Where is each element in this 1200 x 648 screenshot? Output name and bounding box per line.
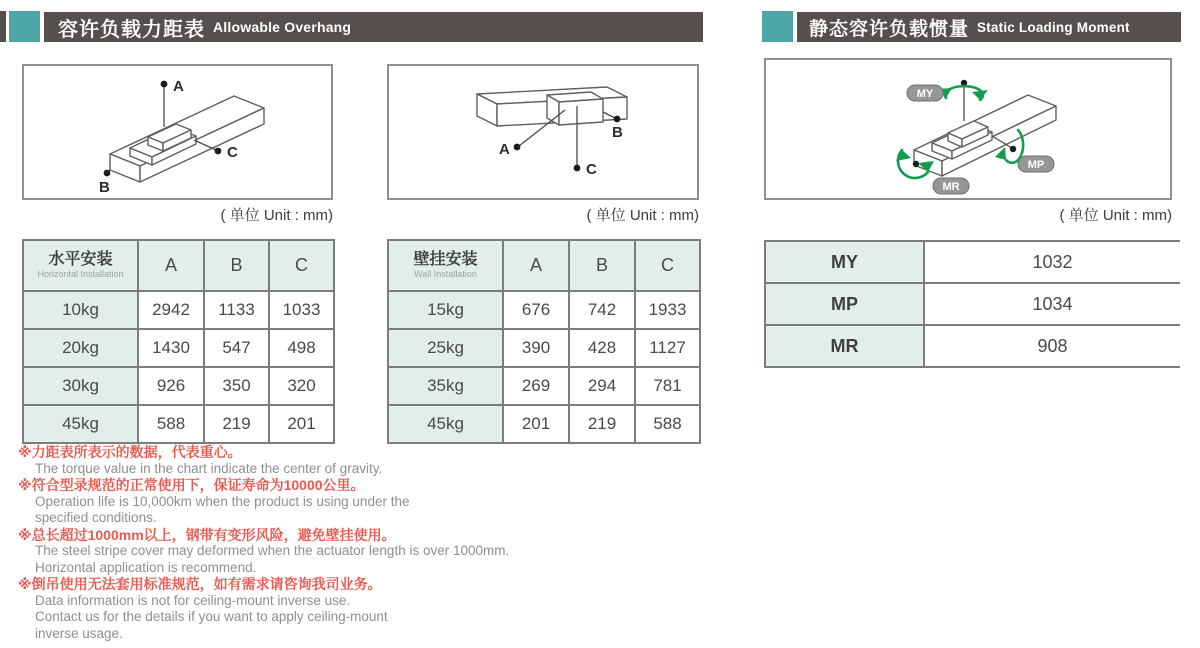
footnote-en: Data information is not for ceiling-mount inverse use. bbox=[35, 592, 351, 608]
value-cell: 588 bbox=[635, 405, 700, 443]
value-cell: 2942 bbox=[138, 291, 204, 329]
value-cell: 390 bbox=[503, 329, 569, 367]
load-cell: 20kg bbox=[23, 329, 138, 367]
footnote-zh: ※力距表所表示的数据，代表重心。 bbox=[18, 444, 242, 460]
footnote-en: The torque value in the chart indicate the center of gravity. bbox=[35, 460, 383, 476]
point-b-dot bbox=[614, 116, 621, 123]
my-badge bbox=[907, 85, 943, 101]
point-c-label: C bbox=[586, 161, 597, 178]
value-cell: 219 bbox=[569, 405, 635, 443]
mr-axis-dot bbox=[913, 161, 919, 167]
moment-label-cell: MY bbox=[765, 241, 924, 283]
wall-installation-table bbox=[387, 239, 701, 444]
right-section-title-en: Static Loading Moment bbox=[977, 19, 1130, 35]
unit-label: ( 单位 Unit : mm) bbox=[586, 207, 699, 224]
actuator-isometric-drawing bbox=[24, 66, 331, 198]
value-cell: 1127 bbox=[635, 329, 700, 367]
my-badge-label: MY bbox=[916, 88, 934, 100]
value-cell: 498 bbox=[269, 329, 334, 367]
horizontal-installation-table bbox=[22, 239, 335, 444]
value-cell: 588 bbox=[138, 405, 204, 443]
mr-badge bbox=[933, 178, 969, 194]
value-cell: 926 bbox=[138, 367, 204, 405]
value-cell: 547 bbox=[204, 329, 269, 367]
point-c-dot bbox=[215, 148, 222, 155]
footnote-en: The steel stripe cover may deformed when the actuator length is over 1000mm. bbox=[35, 543, 510, 558]
load-cell: 45kg bbox=[23, 405, 138, 443]
column-header-c: C bbox=[269, 240, 334, 291]
install-type-en: Horizontal Installation bbox=[37, 269, 124, 279]
footnotes bbox=[18, 444, 738, 642]
point-a-dot bbox=[161, 81, 168, 88]
left-section-title-en: Allowable Overhang bbox=[213, 19, 352, 35]
moment-value-cell: 908 bbox=[924, 325, 1180, 367]
value-cell: 1933 bbox=[635, 291, 700, 329]
value-cell: 676 bbox=[503, 291, 569, 329]
table-row bbox=[765, 283, 1180, 325]
static-moment-diagram bbox=[764, 58, 1172, 200]
column-header-a: A bbox=[503, 240, 569, 291]
load-cell: 25kg bbox=[388, 329, 503, 367]
footnote-zh: ※符合型录规范的正常使用下，保证寿命为10000公里。 bbox=[18, 477, 365, 493]
table-row bbox=[23, 405, 334, 443]
table-row bbox=[388, 405, 700, 443]
table-row bbox=[388, 367, 700, 405]
table-row bbox=[23, 329, 334, 367]
install-type-header bbox=[388, 240, 503, 291]
table-row bbox=[23, 291, 334, 329]
load-cell: 30kg bbox=[23, 367, 138, 405]
value-cell: 201 bbox=[503, 405, 569, 443]
footnote-en: inverse usage. bbox=[35, 625, 123, 641]
value-cell: 294 bbox=[569, 367, 635, 405]
value-cell: 350 bbox=[204, 367, 269, 405]
unit-label: ( 单位 Unit : mm) bbox=[1059, 207, 1172, 224]
left-section-title-zh: 容许负载力距表 bbox=[58, 18, 205, 41]
point-b-dot bbox=[104, 170, 111, 177]
install-type-zh: 水平安装 bbox=[48, 251, 113, 268]
moment-value-cell: 1034 bbox=[924, 283, 1180, 325]
value-cell: 1133 bbox=[204, 291, 269, 329]
horizontal-installation-diagram bbox=[22, 64, 333, 200]
column-header-c: C bbox=[635, 240, 700, 291]
footnote-en: Contact us for the details if you want to apply ceiling-mount bbox=[35, 609, 388, 624]
load-cell: 35kg bbox=[388, 367, 503, 405]
left-header-edge-strip bbox=[0, 11, 6, 42]
mp-axis-dot bbox=[1010, 146, 1016, 152]
mr-badge-label: MR bbox=[942, 181, 960, 193]
point-b-label: B bbox=[612, 124, 623, 141]
value-cell: 428 bbox=[569, 329, 635, 367]
wall-installation-diagram bbox=[387, 64, 699, 200]
value-cell: 201 bbox=[269, 405, 334, 443]
table-row bbox=[765, 241, 1180, 283]
install-type-zh: 壁挂安装 bbox=[413, 251, 478, 268]
column-header-b: B bbox=[204, 240, 269, 291]
install-type-header bbox=[23, 240, 138, 291]
load-cell: 15kg bbox=[388, 291, 503, 329]
value-cell: 269 bbox=[503, 367, 569, 405]
point-c-label: C bbox=[227, 144, 238, 161]
mp-badge-label: MP bbox=[1027, 159, 1045, 171]
moment-value-cell: 1032 bbox=[924, 241, 1180, 283]
value-cell: 1033 bbox=[269, 291, 334, 329]
point-a-label: A bbox=[173, 78, 184, 95]
actuator-wall-drawing bbox=[389, 66, 697, 198]
value-cell: 320 bbox=[269, 367, 334, 405]
right-section-title-zh: 静态容许负载惯量 bbox=[809, 18, 970, 40]
left-header-accent-square bbox=[9, 11, 40, 42]
column-header-b: B bbox=[569, 240, 635, 291]
footnote-en: specified conditions. bbox=[35, 510, 157, 525]
mp-badge bbox=[1018, 156, 1054, 172]
right-section-title-bar bbox=[797, 12, 1181, 42]
table-row bbox=[23, 367, 334, 405]
unit-label: ( 单位 Unit : mm) bbox=[220, 207, 333, 224]
static-moment-table bbox=[764, 240, 1180, 368]
load-cell: 10kg bbox=[23, 291, 138, 329]
footnote-zh: ※倒吊使用无法套用标准规范，如有需求请咨询我司业务。 bbox=[18, 576, 382, 592]
point-a-dot bbox=[514, 144, 521, 151]
left-section-title-bar bbox=[44, 12, 703, 42]
moment-label-cell: MR bbox=[765, 325, 924, 367]
footnote-zh: ※总长超过1000mm以上，钢带有变形风险，避免壁挂使用。 bbox=[18, 526, 396, 543]
install-type-en: Wall Installation bbox=[414, 269, 477, 279]
load-cell: 45kg bbox=[388, 405, 503, 443]
point-b-label: B bbox=[99, 179, 110, 196]
table-row bbox=[388, 329, 700, 367]
value-cell: 219 bbox=[204, 405, 269, 443]
value-cell: 1430 bbox=[138, 329, 204, 367]
table-row bbox=[765, 325, 1180, 367]
point-c-dot bbox=[574, 165, 581, 172]
footnote-en: Horizontal application is recommend. bbox=[35, 559, 257, 575]
right-header-accent-square bbox=[762, 11, 793, 42]
table-row bbox=[388, 291, 700, 329]
column-header-a: A bbox=[138, 240, 204, 291]
moment-label-cell: MP bbox=[765, 283, 924, 325]
value-cell: 742 bbox=[569, 291, 635, 329]
footnote-en: Operation life is 10,000km when the product is using under the bbox=[35, 493, 410, 509]
actuator-moment-drawing bbox=[766, 60, 1170, 198]
point-a-label: A bbox=[499, 141, 510, 158]
value-cell: 781 bbox=[635, 367, 700, 405]
